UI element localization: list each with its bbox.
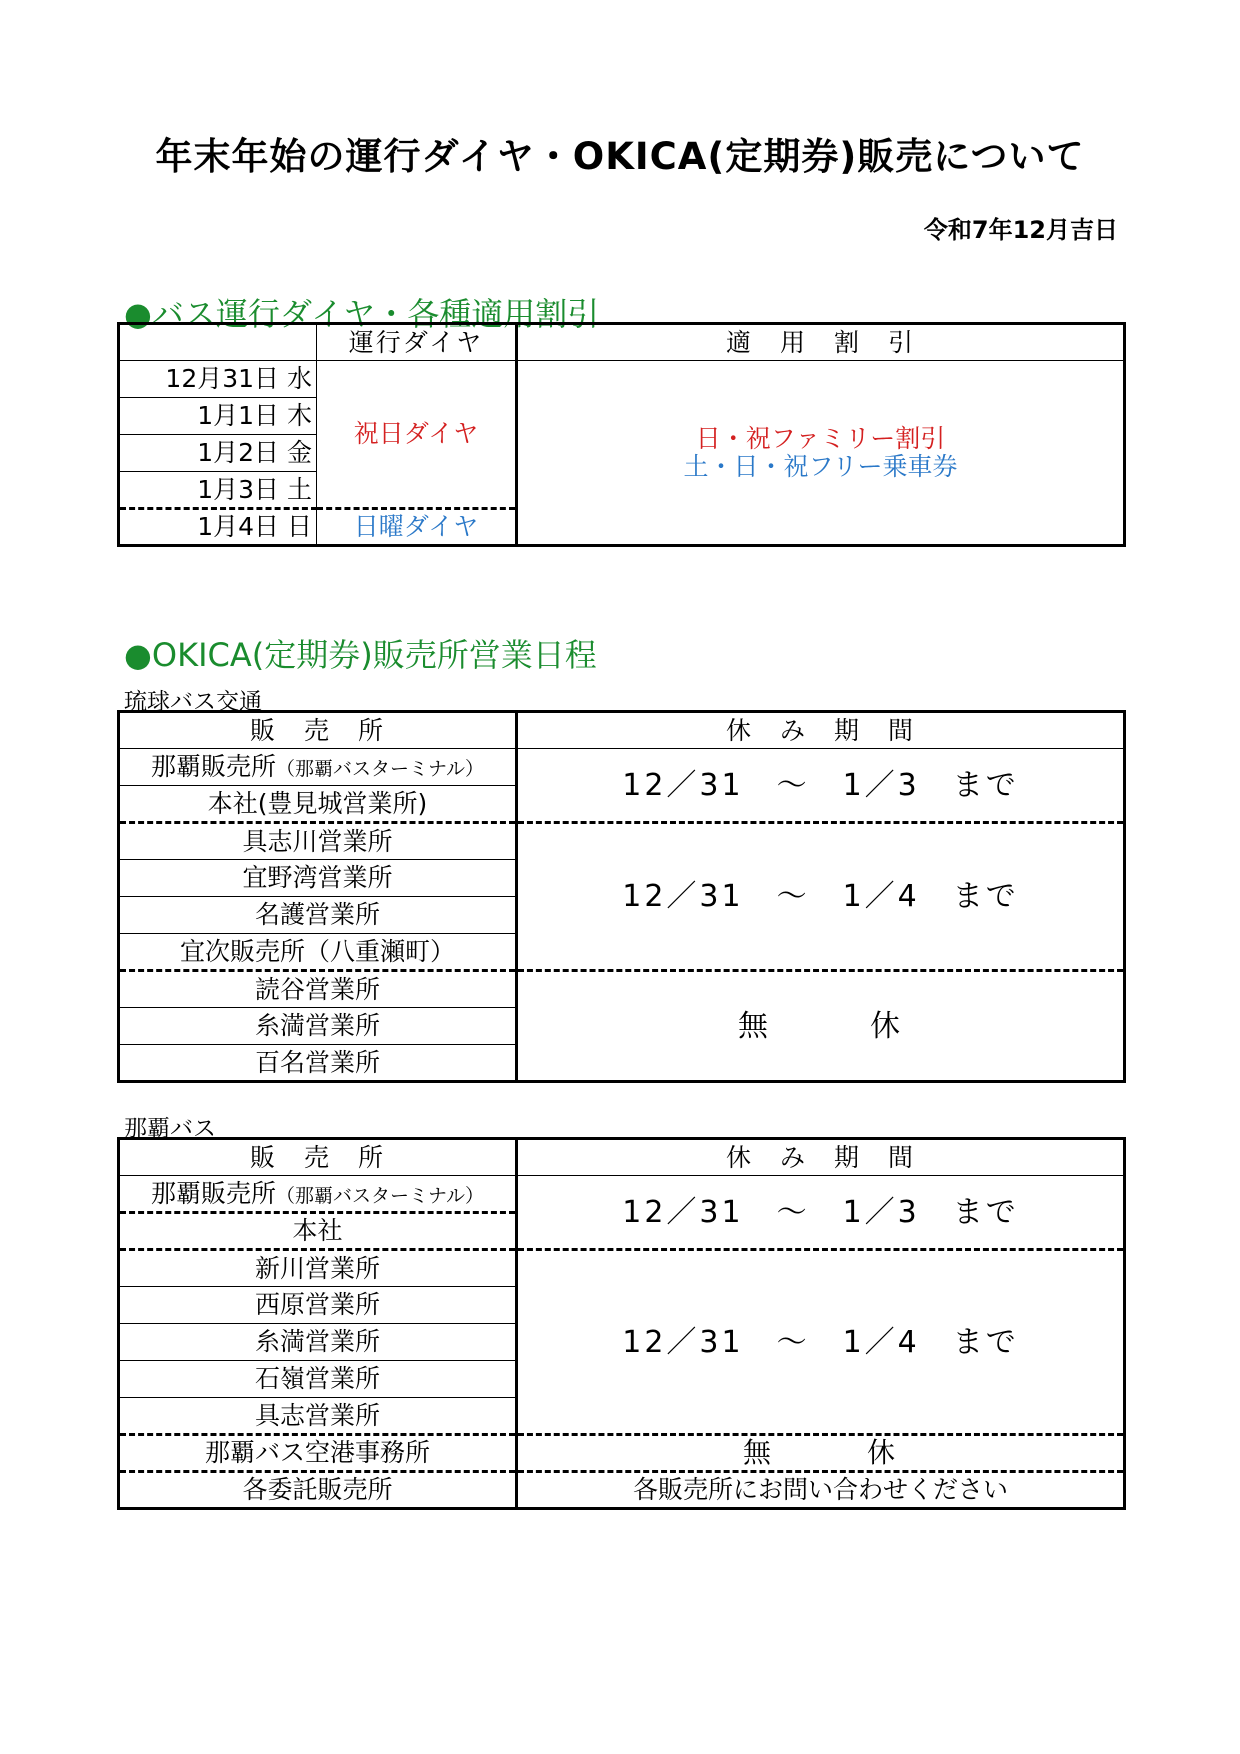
closed-period: 無 休 bbox=[517, 971, 1125, 1082]
office-cell: 各委託販売所 bbox=[119, 1472, 517, 1509]
document-title: 年末年始の運行ダイヤ・OKICA(定期券)販売について bbox=[155, 135, 1085, 178]
office-cell: 那覇バス空港事務所 bbox=[119, 1435, 517, 1472]
header-schedule: 運行ダイヤ bbox=[317, 324, 517, 361]
company-naha: 那覇バス bbox=[124, 1116, 216, 1142]
office-name: 那覇販売所 bbox=[150, 752, 276, 782]
header-closed-period: 休 み 期 間 bbox=[517, 1139, 1125, 1176]
office-cell: 石嶺営業所 bbox=[119, 1361, 517, 1398]
closed-period: 12／31 ～ 1／4 まで bbox=[517, 823, 1125, 971]
office-cell bbox=[119, 1176, 517, 1213]
holiday-schedule: 祝日ダイヤ bbox=[317, 361, 517, 509]
office-cell: 宜次販売所（八重瀬町） bbox=[119, 934, 517, 971]
date-cell: 1月2日 金 bbox=[119, 435, 317, 472]
office-cell: 具志川営業所 bbox=[119, 823, 517, 860]
header-closed-period: 休 み 期 間 bbox=[517, 712, 1125, 749]
document-date: 令和7年12月吉日 bbox=[923, 216, 1118, 244]
header-office: 販 売 所 bbox=[119, 712, 517, 749]
ryukyu-table bbox=[117, 710, 1126, 1083]
naha-table bbox=[117, 1137, 1126, 1510]
discount-line-family: 日・祝ファミリー割引 bbox=[695, 424, 946, 453]
office-cell: 本社(豊見城営業所) bbox=[119, 786, 517, 823]
office-cell: 糸満営業所 bbox=[119, 1008, 517, 1045]
discount-cell bbox=[517, 361, 1125, 546]
office-cell bbox=[119, 749, 517, 786]
office-cell: 宜野湾営業所 bbox=[119, 860, 517, 897]
office-cell: 本社 bbox=[119, 1213, 517, 1250]
closed-period: 12／31 ～ 1／3 まで bbox=[517, 1176, 1125, 1250]
section-heading-okica: ●OKICA(定期券)販売所営業日程 bbox=[124, 636, 597, 674]
date-cell: 1月3日 土 bbox=[119, 472, 317, 509]
office-cell: 百名営業所 bbox=[119, 1045, 517, 1082]
date-cell: 1月4日 日 bbox=[119, 509, 317, 546]
office-cell: 読谷営業所 bbox=[119, 971, 517, 1008]
office-cell: 西原営業所 bbox=[119, 1287, 517, 1324]
office-subname: （那覇バスターミナル） bbox=[275, 1184, 485, 1207]
office-cell: 具志営業所 bbox=[119, 1398, 517, 1435]
discount-line-freepass: 土・日・祝フリー乗車券 bbox=[683, 451, 958, 481]
office-cell: 糸満営業所 bbox=[119, 1324, 517, 1361]
empty-header-cell bbox=[119, 324, 317, 361]
header-office: 販 売 所 bbox=[119, 1139, 517, 1176]
closed-period: 12／31 ～ 1／4 まで bbox=[517, 1250, 1125, 1435]
office-subname: （那覇バスターミナル） bbox=[275, 758, 485, 781]
office-cell: 名護営業所 bbox=[119, 897, 517, 934]
closed-period: 12／31 ～ 1／3 まで bbox=[517, 749, 1125, 823]
office-name: 那覇販売所 bbox=[150, 1178, 276, 1208]
company-ryukyu: 琉球バス交通 bbox=[124, 689, 262, 715]
date-cell: 1月1日 木 bbox=[119, 398, 317, 435]
header-discount: 適 用 割 引 bbox=[517, 324, 1125, 361]
date-cell: 12月31日 水 bbox=[119, 361, 317, 398]
closed-period: 無 休 bbox=[517, 1435, 1125, 1472]
office-cell: 新川営業所 bbox=[119, 1250, 517, 1287]
sunday-schedule: 日曜ダイヤ bbox=[317, 509, 517, 546]
schedule-table bbox=[117, 322, 1126, 547]
section-heading-schedule: ●バス運行ダイヤ・各種適用割引 bbox=[124, 295, 600, 333]
consigned-note: 各販売所にお問い合わせください bbox=[517, 1472, 1125, 1509]
